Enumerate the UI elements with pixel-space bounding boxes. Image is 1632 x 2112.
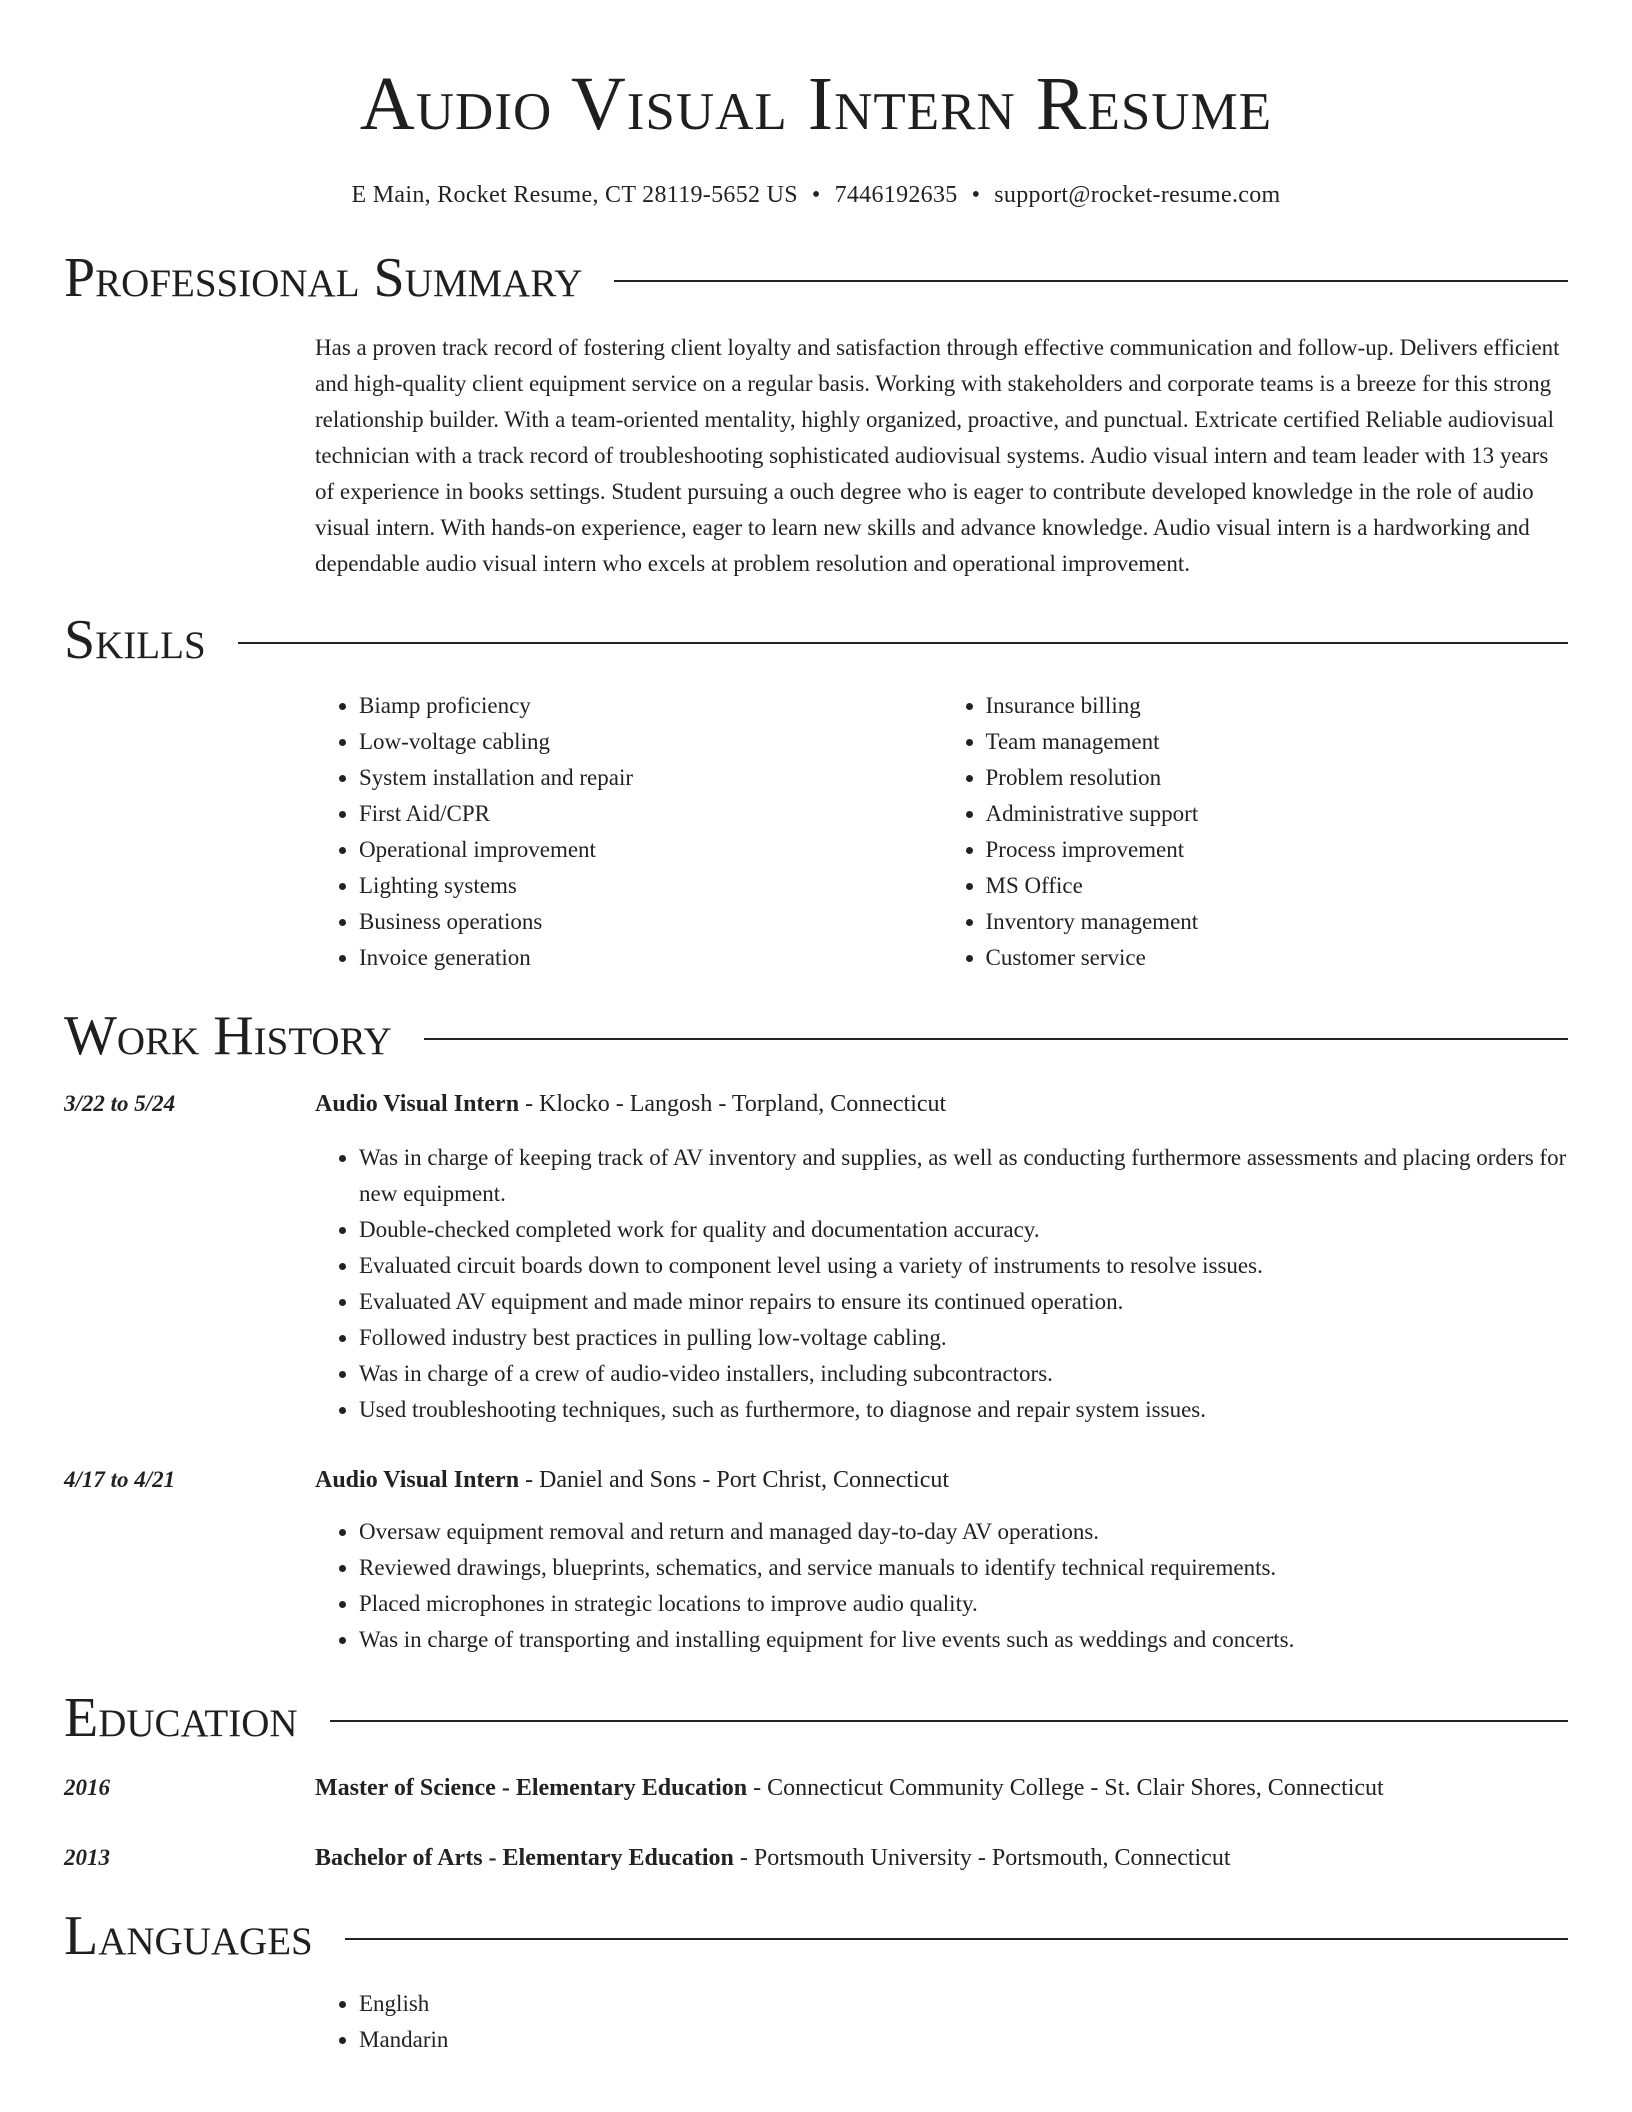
job-title: Audio Visual Intern [315, 1467, 520, 1493]
summary-heading: Professional Summary [64, 247, 583, 309]
work-dates: 4/17 to 4/21 [64, 1467, 176, 1492]
skill-item: • Invoice generation [359, 940, 942, 976]
skills-section-header [64, 608, 1568, 672]
skill-item: • Operational improvement [359, 832, 942, 868]
education-year: 2013 [64, 1845, 110, 1870]
education-details [315, 1840, 1568, 1876]
education-section-header [64, 1686, 1568, 1750]
work-bullet: • Was in charge of a crew of audio-video installers, including subcontractors. [359, 1356, 1568, 1392]
language-item: • English [359, 1986, 1568, 2022]
work-section-header [64, 1004, 1568, 1068]
skill-item: • Team management [986, 724, 1569, 760]
education-entry [64, 1770, 1568, 1806]
work-heading: Work History [64, 1005, 392, 1067]
degree: Master of Science - Elementary Education [315, 1775, 748, 1801]
work-role [315, 1086, 1568, 1122]
contact-separator: • [971, 182, 981, 208]
work-bullet: • Double-checked completed work for quality and documentation accuracy. [359, 1212, 1568, 1248]
education-heading: Education [64, 1687, 298, 1749]
contact-separator: • [811, 182, 821, 208]
skill-item: • Inventory management [986, 904, 1569, 940]
skill-item: • Administrative support [986, 796, 1569, 832]
work-bullet: • Oversaw equipment removal and return and managed day-to-day AV operations. [359, 1514, 1568, 1550]
work-bullet: • Placed microphones in strategic locations to improve audio quality. [359, 1586, 1568, 1622]
work-bullet: • Used troubleshooting techniques, such as furthermore, to diagnose and repair system issues. [359, 1392, 1568, 1428]
job-title: Audio Visual Intern [315, 1091, 520, 1117]
work-dates: 3/22 to 5/24 [64, 1091, 176, 1116]
skill-item: • First Aid/CPR [359, 796, 942, 832]
education-entry [64, 1840, 1568, 1876]
skill-item: • Insurance billing [986, 688, 1569, 724]
job-details: - Klocko - Langosh - Torpland, Connecticut [519, 1091, 947, 1117]
skill-item: • System installation and repair [359, 760, 942, 796]
job-details: - Daniel and Sons - Port Christ, Connecticut [519, 1467, 950, 1493]
section-divider [614, 280, 1568, 282]
skills-heading: Skills [64, 609, 206, 671]
work-bullet: • Followed industry best practices in pulling low-voltage cabling. [359, 1320, 1568, 1356]
skill-item: • Biamp proficiency [359, 688, 942, 724]
work-bullets [315, 1514, 1568, 1658]
skill-item: • Customer service [986, 940, 1569, 976]
school-details: - Connecticut Community College - St. Clair Shores, Connecticut [747, 1775, 1384, 1801]
degree: Bachelor of Arts - Elementary Education [315, 1845, 734, 1871]
work-entry-body [315, 1462, 1568, 1658]
contact-line [64, 180, 1568, 210]
skills-column-right [942, 688, 1569, 976]
section-divider [330, 1720, 1568, 1722]
language-item: • Mandarin [359, 2022, 1568, 2058]
skill-item: • Low-voltage cabling [359, 724, 942, 760]
work-bullet: • Evaluated circuit boards down to component level using a variety of instruments to resolve issues. [359, 1248, 1568, 1284]
skill-item: • MS Office [986, 868, 1569, 904]
skill-item: • Business operations [359, 904, 942, 940]
work-bullet: • Reviewed drawings, blueprints, schematics, and service manuals to identify technical requirements. [359, 1550, 1568, 1586]
education-year: 2016 [64, 1775, 110, 1800]
contact-email: support@rocket-resume.com [994, 182, 1281, 208]
skill-item: • Process improvement [986, 832, 1569, 868]
school-details: - Portsmouth University - Portsmouth, Connecticut [733, 1845, 1231, 1871]
languages-section-header [64, 1904, 1568, 1968]
education-details [315, 1770, 1568, 1806]
languages-heading: Languages [64, 1905, 313, 1967]
section-divider [345, 1938, 1568, 1940]
section-divider [424, 1038, 1568, 1040]
summary-text: Has a proven track record of fostering client loyalty and satisfaction through effective communication and follow-up. Delivers efficient and high-quality client equipment service on a regular basis. Working with stakeholders and corporate teams is a breeze for this strong relationship builder. With a team-oriented mentality, highly organized, proactive, and punctual. Extricate certified Reliable audiovisual technician with a track record of troubleshooting sophisticated audiovisual systems. Audio visual intern and team leader with 13 years of experience in books settings. Student pursuing a ouch degree who is eager to contribute developed knowledge in the role of audio visual intern. With hands-on experience, eager to learn new skills and advance knowledge. Audio visual intern is a hardworking and dependable audio visual intern who excels at problem resolution and operational improvement. [315, 335, 1560, 576]
resume-page [64, 0, 1568, 2058]
skills-list [315, 688, 1568, 976]
languages-list [315, 1986, 1568, 2058]
section-divider [238, 642, 1568, 644]
work-entry-body [315, 1086, 1568, 1428]
resume-title: Audio Visual Intern Resume [359, 62, 1273, 146]
skill-item: • Lighting systems [359, 868, 942, 904]
work-bullet: • Was in charge of transporting and installing equipment for live events such as weddings and concerts. [359, 1622, 1568, 1658]
skill-item: • Problem resolution [986, 760, 1569, 796]
work-entry [64, 1462, 1568, 1658]
contact-address: E Main, Rocket Resume, CT 28119-5652 US [351, 182, 798, 208]
work-bullet: • Was in charge of keeping track of AV inventory and supplies, as well as conducting furthermore assessments and placing orders for new equipment. [359, 1140, 1568, 1212]
work-role [315, 1462, 1568, 1498]
work-bullets [315, 1140, 1568, 1428]
work-entry [64, 1086, 1568, 1428]
skills-column-left [315, 688, 942, 976]
summary-section-header [64, 246, 1568, 310]
work-bullet: • Evaluated AV equipment and made minor repairs to ensure its continued operation. [359, 1284, 1568, 1320]
contact-phone: 7446192635 [834, 182, 958, 208]
